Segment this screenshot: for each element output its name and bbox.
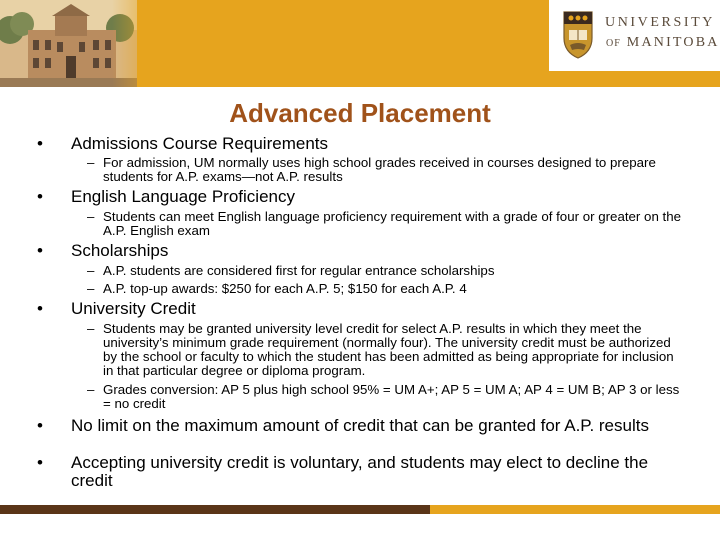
bullet-text: University Credit <box>71 299 196 318</box>
university-wordmark: UNIVERSITY <box>605 15 715 30</box>
bullet-text: Accepting university credit is voluntary, and students may elect to decline the credit <box>71 453 649 490</box>
sub-bullet-dash: – <box>87 281 95 296</box>
bullet-dot: • <box>37 453 43 472</box>
bullet-text: No limit on the maximum amount of credit that can be granted for A.P. results <box>71 416 649 435</box>
sub-bullet-text: For admission, UM normally uses high school grades received in courses designed to prepare students for A.P. exams—not A.P. results <box>103 155 656 184</box>
footer-bar-gold <box>430 505 720 514</box>
sub-bullet-item <box>87 382 683 411</box>
bullet-dot: • <box>37 187 43 206</box>
sub-bullet-dash: – <box>87 209 95 224</box>
bullet-item <box>37 453 671 490</box>
footer-bar <box>0 505 720 514</box>
photo-fade <box>112 0 172 87</box>
bullet-dot: • <box>37 299 43 318</box>
bullet-item <box>37 299 196 318</box>
sub-bullet-item <box>87 263 683 278</box>
sub-bullet-text: A.P. students are considered first for regular entrance scholarships <box>103 263 495 278</box>
university-crest-icon <box>560 8 596 60</box>
manitoba-wordmark <box>606 35 720 51</box>
sub-bullet-text: A.P. top-up awards: $250 for each A.P. 5; $150 for each A.P. 4 <box>103 281 467 296</box>
bullet-text: Admissions Course Requirements <box>71 134 328 153</box>
sub-bullet-dash: – <box>87 321 95 336</box>
bullet-text: Scholarships <box>71 241 169 260</box>
bullet-item <box>37 241 169 260</box>
bullet-item <box>37 134 328 153</box>
bullet-dot: • <box>37 241 43 260</box>
sub-bullet-dash: – <box>87 382 95 397</box>
bullet-dot: • <box>37 416 43 435</box>
sub-bullet-item <box>87 209 683 238</box>
sub-bullet-item <box>87 321 683 378</box>
sub-bullet-item <box>87 281 683 296</box>
of-word: OF <box>606 38 621 49</box>
manitoba-word: MANITOBA <box>626 35 720 50</box>
bullet-text: English Language Proficiency <box>71 187 295 206</box>
bullet-item <box>37 416 671 435</box>
sub-bullet-text: Students can meet English language proficiency requirement with a grade of four or greater on the A.P. English exam <box>103 209 682 238</box>
sub-bullet-item <box>87 155 683 184</box>
slide-title: Advanced Placement <box>229 98 491 128</box>
sub-bullet-text: Grades conversion: AP 5 plus high school 95% = UM A+; AP 5 = UM A; AP 4 = UM B; AP 3 or less = no credit <box>103 382 680 411</box>
bullet-dot: • <box>37 134 43 153</box>
sub-bullet-dash: – <box>87 263 95 278</box>
sub-bullet-dash: – <box>87 155 95 170</box>
sub-bullet-text: Students may be granted university level credit for select A.P. results in which they meet the university’s minimum grade requirement (normally four). The university credit must be authorized by the school or faculty to which the student has been admitted as being appropriate for inclusion in that particular degree or diploma program. <box>103 321 674 378</box>
footer-bar-brown <box>0 505 430 514</box>
bullet-item <box>37 187 295 206</box>
